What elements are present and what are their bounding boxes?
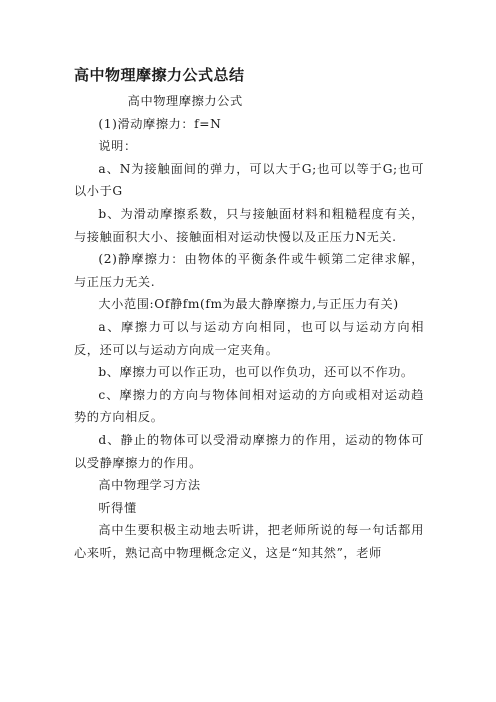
subtitle-paragraph: 高中物理摩擦力公式 [127,94,243,108]
paragraph-point-c: c、摩擦力的方向与物体间相对运动的方向或相对运动趋势的方向相反。 [74,387,424,425]
paragraph-note-b: b、为滑动摩擦系数，只与接触面材料和粗糙程度有关，与接触面积大小、接触面相对运动快慢以及正压力N无关. [74,206,424,244]
paragraph-point-a: a、摩擦力可以与运动方向相同，也可以与运动方向相反，还可以与运动方向成一定夹角。 [74,319,424,357]
paragraph-range: 大小范围:Of静fm(fm为最大静摩擦力,与正压力有关) [98,297,399,312]
paragraph-static-friction: (2)静摩擦力：由物体的平衡条件或牛顿第二定律求解，与正压力无关. [74,252,424,289]
paragraph-listen-body: 高中生要积极主动地去听讲，把老师所说的每一句话都用心来听，熟记高中物理概念定义，这是“知其然”，老师 [74,523,424,560]
paragraph-study-methods-heading: 高中物理学习方法 [98,478,201,493]
paragraph-sliding-friction: (1)滑动摩擦力：f=N [98,116,222,131]
document-body [74,90,424,564]
paragraph-explanation-label: 说明： [98,139,137,154]
paragraph-note-a: a、N为接触面间的弹力，可以大于G;也可以等于G;也可以小于G [74,161,424,199]
paragraph-listen-heading: 听得懂 [98,500,137,515]
document-title: 高中物理摩擦力公式总结 [74,66,245,84]
paragraph-point-d: d、静止的物体可以受滑动摩擦力的作用，运动的物体可以受静摩擦力的作用。 [74,432,424,470]
paragraph-point-b: b、摩擦力可以作正功，也可以作负功，还可以不作功。 [98,365,414,380]
